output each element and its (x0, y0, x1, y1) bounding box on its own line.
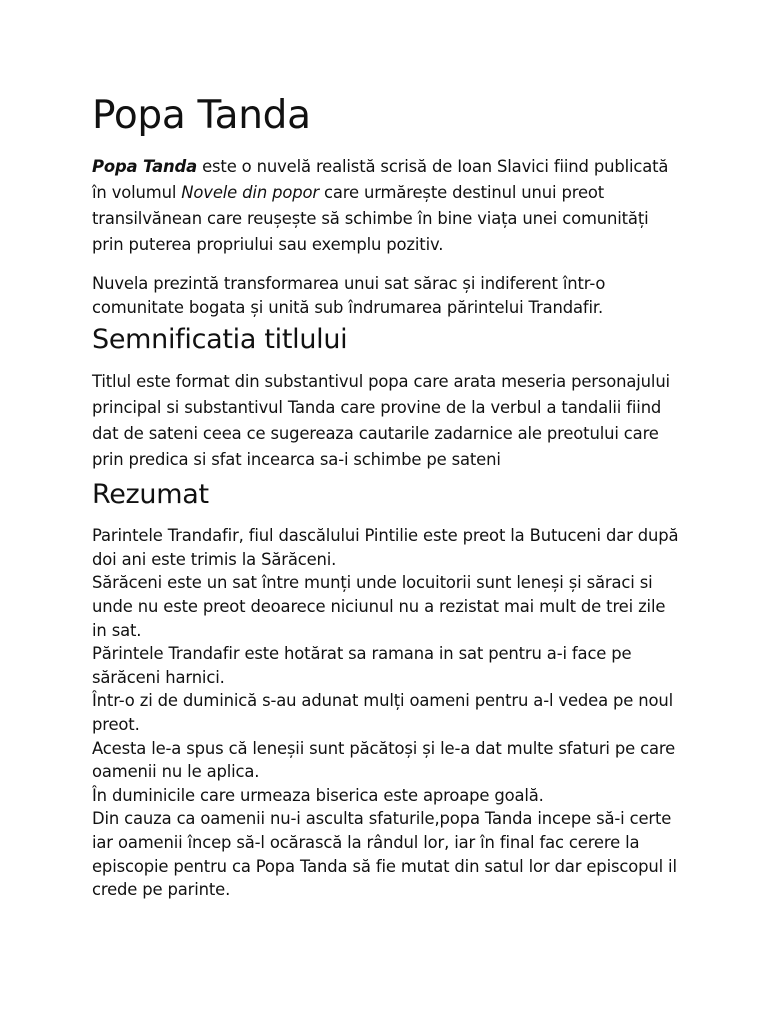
intro-text-a: este o nuvelă realistă scrisă de Ioan Slavici fiind publicată în volumul (92, 157, 669, 202)
intro-text-b: care urmărește destinul unui preot transilvănean care reușește să schimbe în bine viața unei comunități prin puterea propriului sau exemplu pozitiv. (92, 183, 649, 254)
summary-body (92, 524, 682, 902)
summary-line: În duminicile care urmeaza biserica este aproape goală. (92, 785, 544, 805)
summary-line: Într-o zi de duminică s-au adunat mulți oameni pentru a-l vedea pe noul preot. (92, 691, 674, 734)
intro-italic-volume: Novele din popor (181, 183, 319, 202)
section-heading-title-meaning: Semnificatia titlului (92, 324, 348, 356)
page-title: Popa Tanda (92, 93, 311, 138)
paragraph-2: Nuvela prezintă transformarea unui sat sărac și indiferent într-o comunitate bogata și unită sub îndrumarea părintelui Trandafir. (92, 274, 606, 317)
document-page (92, 92, 682, 902)
intro-bold-title: Popa Tanda (92, 157, 198, 176)
intro-paragraph (92, 154, 682, 258)
summary-line: Sărăceni este un sat între munți unde locuitorii sunt leneși și săraci si unde nu este preot deoarece niciunul nu a rezistat mai mult de trei zile in sat. (92, 573, 666, 640)
title-meaning-paragraph: Titlul este format din substantivul popa care arata meseria personajului principal si substantivul Tanda care provine de la verbul a tandalii fiind dat de sateni ceea ce sugereaza cautarile zadarnice ale preotului care prin predica si sfat incearca sa-i schimbe pe sateni (92, 372, 670, 470)
summary-line: Acesta le-a spus că leneșii sunt păcătoși și le-a dat multe sfaturi pe care oamenii nu le aplica. (92, 738, 676, 782)
section-heading-summary: Rezumat (92, 479, 209, 511)
summary-line: Din cauza ca oamenii nu-i asculta sfaturile,popa Tanda incepe să-i certe iar oamenii încep să-l ocărască la rândul lor, iar în final fac cerere la episcopie pentru ca Popa Tanda să fie mutat din satul lor dar episcopul il crede pe parinte. (92, 809, 677, 900)
summary-line: Parintele Trandafir, fiul dascălului Pintilie este preot la Butuceni dar după doi ani este trimis la Sărăceni. (92, 526, 679, 569)
summary-line: Părintele Trandafir este hotărat sa ramana in sat pentru a-i face pe sărăceni harnici. (92, 644, 632, 687)
